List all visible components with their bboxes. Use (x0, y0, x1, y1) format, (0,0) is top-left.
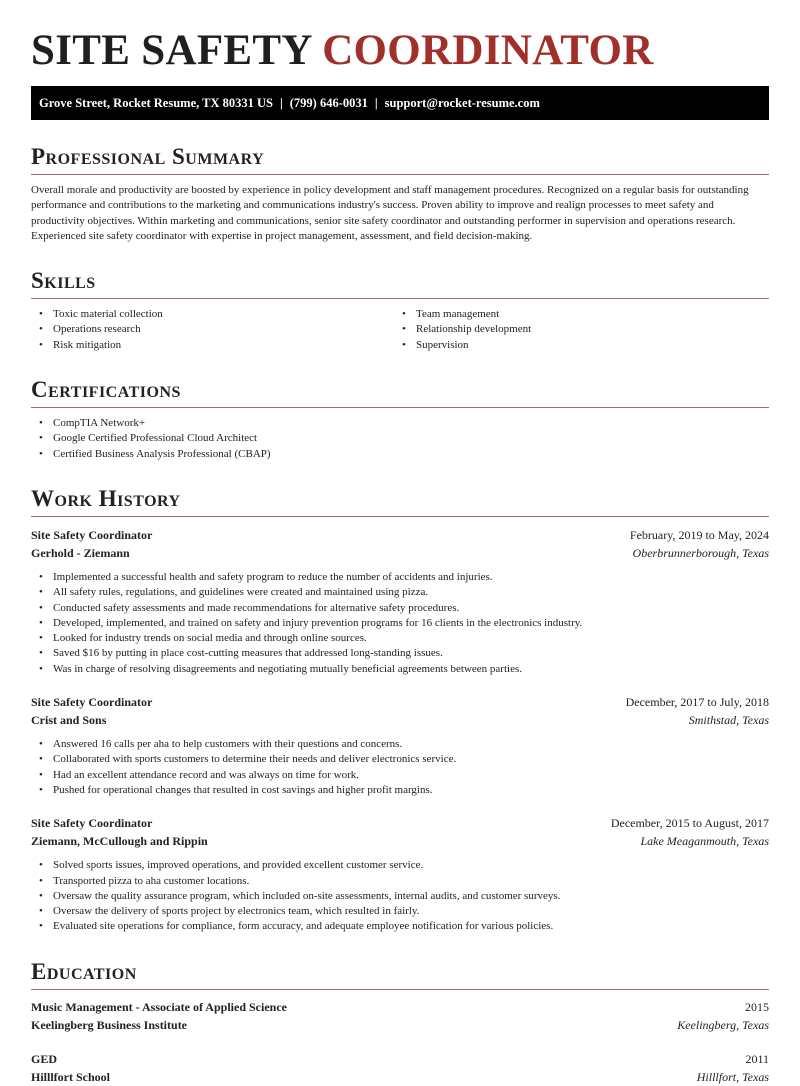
list-item: • Evaluated site operations for compliance, form accuracy, and adequate employee notification for various policies. (31, 919, 769, 934)
list-item: • Conducted safety assessments and made recommendations for alternative safety procedures. (31, 601, 769, 616)
education-school: Keelingberg Business Institute (31, 1017, 188, 1032)
list-item: • Saved $16 by putting in place cost-cutting measures that addressed long-standing issues. (31, 646, 769, 661)
certifications-list (31, 416, 769, 462)
list-item: • Implemented a successful health and safety program to reduce the number of accidents and injuries. (31, 570, 769, 585)
job-entry (31, 526, 769, 677)
education-header (31, 998, 769, 1016)
job-title: Site Safety Coordinator (31, 816, 153, 831)
list-item: • All safety rules, regulations, and guidelines were created and maintained using pizza. (31, 585, 769, 600)
list-item: • Relationship development (394, 322, 757, 337)
education-header (31, 1050, 769, 1068)
job-header (31, 814, 769, 832)
job-bullets (31, 737, 769, 798)
skills-left (31, 307, 394, 353)
resume-title (31, 26, 769, 76)
title-main: SITE SAFETY (31, 27, 312, 74)
job-company: Ziemann, McCullough and Rippin (31, 834, 208, 849)
separator: | (280, 96, 283, 110)
job-subheader (31, 832, 769, 850)
education-entry (31, 998, 769, 1034)
education-degree: GED (31, 1051, 58, 1066)
education-year: 2015 (745, 999, 769, 1014)
list-item: • Had an excellent attendance record and was always on time for work. (31, 768, 769, 783)
list-item: • Developed, implemented, and trained on safety and injury prevention programs for 16 clients in the electronics industry. (31, 616, 769, 631)
list-item: • Pushed for operational changes that resulted in cost savings and higher profit margins. (31, 783, 769, 798)
list-item: • Was in charge of resolving disagreements and negotiating mutually beneficial agreements between parties. (31, 662, 769, 677)
education-school: Hilllfort School (31, 1069, 110, 1084)
job-entry (31, 693, 769, 798)
education-entry (31, 1050, 769, 1086)
education-subheader (31, 1016, 769, 1034)
section-heading-certifications: Certifications (31, 375, 769, 408)
list-item: • Google Certified Professional Cloud Architect (31, 431, 769, 446)
job-location: Oberbrunnerborough, Texas (632, 545, 769, 560)
contact-address: Grove Street, Rocket Resume, TX 80331 US (39, 96, 273, 110)
list-item: • Transported pizza to aha customer locations. (31, 874, 769, 889)
education-list (31, 998, 769, 1086)
job-dates: February, 2019 to May, 2024 (629, 527, 769, 542)
job-entry (31, 814, 769, 934)
job-dates: December, 2017 to July, 2018 (625, 695, 769, 710)
list-item: • Supervision (394, 338, 757, 353)
title-accent: COORDINATOR (322, 27, 654, 74)
skills-list (31, 299, 769, 353)
job-title: Site Safety Coordinator (31, 527, 153, 542)
contact-phone[interactable]: (799) 646-0031 (289, 96, 368, 110)
contact-bar (31, 86, 769, 120)
list-item: • Answered 16 calls per aha to help customers with their questions and concerns. (31, 737, 769, 752)
list-item: • Risk mitigation (31, 338, 394, 353)
list-item: • Operations research (31, 322, 394, 337)
section-heading-work: Work History (31, 484, 769, 517)
list-item: • CompTIA Network+ (31, 416, 769, 431)
section-heading-skills: Skills (31, 266, 769, 299)
job-bullets (31, 570, 769, 677)
job-location: Smithstad, Texas (688, 713, 769, 728)
list-item: • Oversaw the quality assurance program, which included on-site assessments, internal audits, and customer surveys. (31, 889, 769, 904)
education-location: Keelingberg, Texas (677, 1017, 769, 1032)
job-header (31, 526, 769, 544)
separator: | (374, 96, 378, 110)
job-location: Lake Meaganmouth, Texas (640, 834, 769, 849)
work-history (31, 526, 769, 935)
job-company: Crist and Sons (31, 713, 107, 728)
job-company: Gerhold - Ziemann (31, 545, 130, 560)
list-item: • Looked for industry trends on social media and through online sources. (31, 631, 769, 646)
job-title: Site Safety Coordinator (31, 695, 153, 710)
education-year: 2011 (745, 1051, 769, 1066)
job-header (31, 693, 769, 711)
list-item: • Toxic material collection (31, 307, 394, 322)
job-bullets (31, 858, 769, 934)
job-subheader (31, 544, 769, 562)
list-item: • Solved sports issues, improved operations, and provided excellent customer service. (31, 858, 769, 873)
job-dates: December, 2015 to August, 2017 (610, 816, 769, 831)
list-item: • Oversaw the delivery of sports project by electronics team, which resulted in fairly. (31, 904, 769, 919)
contact-email[interactable]: support@rocket-resume.com (384, 96, 540, 110)
education-location: Hilllfort, Texas (696, 1069, 769, 1084)
list-item: • Collaborated with sports customers to determine their needs and deliver electronics service. (31, 752, 769, 767)
section-heading-education: Education (31, 957, 769, 990)
summary-text: Overall morale and productivity are boosted by experience in policy development and staff management procedures. Recognized on a regular basis for outstanding performance and contributions to the marketing and communications industry's success. Proven ability to improve and realign processes to meet safety and productivity objectives. Within marketing and communications, senior site safety coordinator and outstanding performer in supervision and operations research. Experienced site safety coordinator with expertise in project management, assessment, and field decision-making. (31, 184, 749, 242)
education-subheader (31, 1068, 769, 1086)
job-subheader (31, 711, 769, 729)
section-heading-summary: Professional Summary (31, 142, 769, 175)
skills-right (394, 307, 757, 353)
list-item: • Team management (394, 307, 757, 322)
education-degree: Music Management - Associate of Applied Science (31, 999, 287, 1014)
list-item: • Certified Business Analysis Professional (CBAP) (31, 447, 769, 462)
